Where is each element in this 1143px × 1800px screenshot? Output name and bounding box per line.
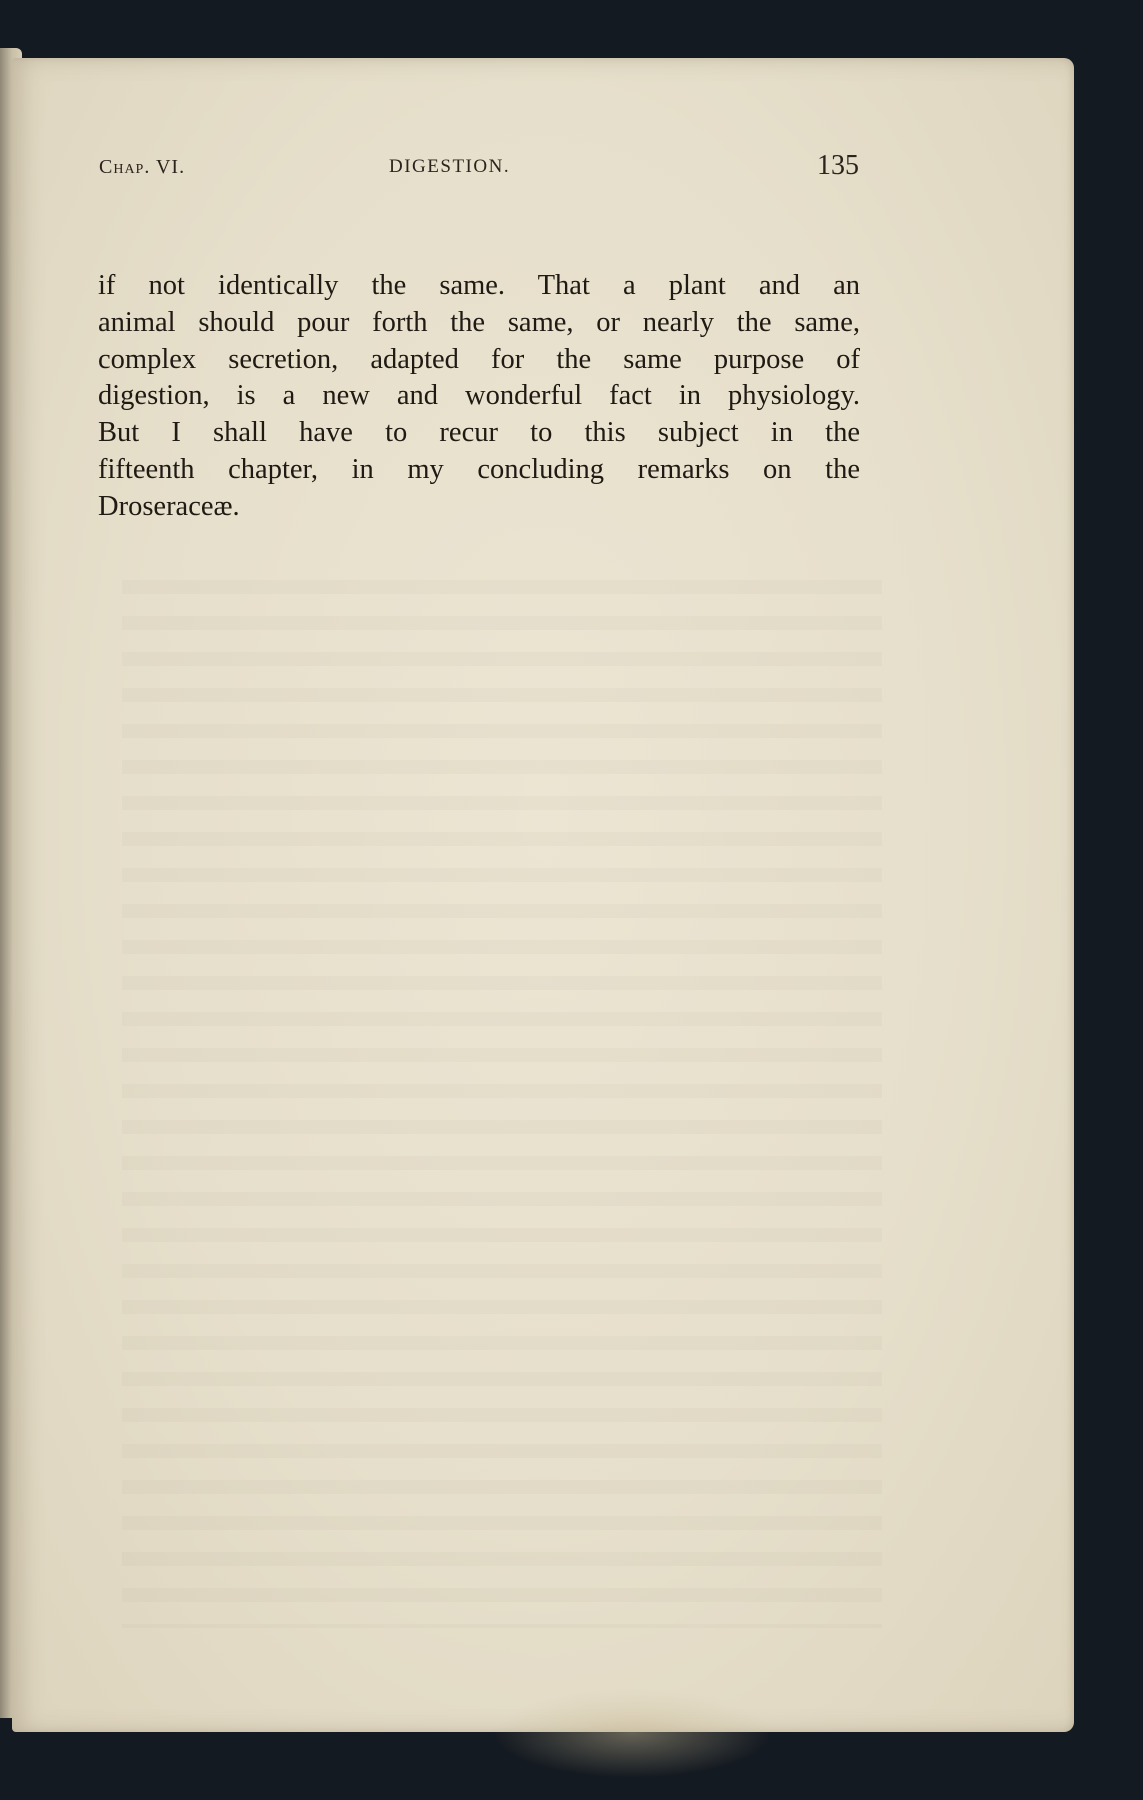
text-line: fifteenth chapter, in my concluding remarks on the xyxy=(98,453,860,485)
chapter-label: Chap. VI. xyxy=(99,156,186,178)
body-paragraph xyxy=(98,268,860,526)
text-line: complex secretion, adapted for the same purpose of xyxy=(98,343,860,375)
page-number: 135 xyxy=(817,150,859,181)
page-stain xyxy=(492,1688,772,1778)
running-head xyxy=(99,150,859,186)
bleed-through-texture xyxy=(122,558,882,1628)
text-line: Droseraceæ. xyxy=(98,490,240,522)
text-line: if not identically the same. That a plant and an xyxy=(98,270,860,301)
section-title: DIGESTION. xyxy=(389,156,511,177)
text-line: animal should pour forth the same, or nearly the same, xyxy=(98,306,860,338)
text-line: digestion, is a new and wonderful fact in physiology. xyxy=(98,380,860,412)
text-line: But I shall have to recur to this subject in the xyxy=(98,417,860,449)
